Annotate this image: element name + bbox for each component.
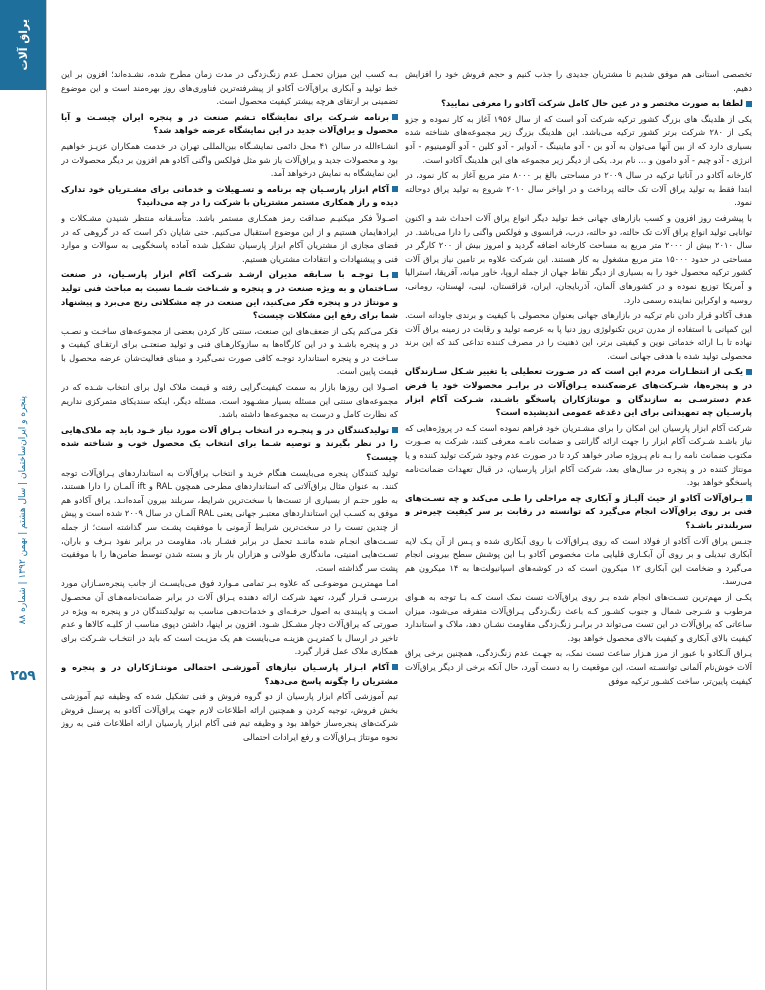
question-bullet-icon: [392, 427, 398, 433]
issue-info: [0, 395, 46, 625]
answer-paragraph: یـراق آلـکادو با عبور از مرز هـزار ساعت تست نمک، به جهـت عدم زنگ‌زدگی، همچنین برخی یراق آلات خوش‌نام آلمانی توانسـته است، این موقعیت را به دست آورد، حال آنکه برخی از دیگر یراق‌آلات کیفیت پایین‌تر، ساخت کشـور ترکیه موفق: [405, 648, 752, 686]
question-text: برنامه شـرکت برای نمایشگاه تـشم صنعت در و پنجره ایران چیسـت و آیا محصول و یراق‌آلات جدید در این نمایشگاه عرضه خواهد شد؟: [61, 111, 398, 136]
section-tab-label: یراق آلات: [16, 19, 30, 71]
answer-paragraph: اصـولا این روزها بازار به سمت کیفیت‌گرایی رفته و قیمت ملاک اول برای انتخاب شـده که در مجموعه‌های سنتی این مسئله بسیار مشـهود است. مسئله دیگر، اینکه سندیکای متمرکزی نداریم که نظارت کامل و درست به مجموعه‌ها داشته باشد.: [61, 382, 398, 420]
answer-paragraph: اصـولاً فکر میکنیـم صداقت رمز همکـاری مستمر باشد. متأسـفانه منتظر شنیدن مشـکلات و ایرادهایمان هستیم و از این موضوع استقبال می‌کنیم. حتی شایان ذکر است که در گروهی که در فضای مجازی از مشتریان آکام ابزار پارسیان تشکیل شده آماده پاسخگویی به سوالات و موارد فنی و پیشنهادات و انتقادات مشتریان هستیم.: [61, 212, 398, 264]
interview-question: [405, 97, 752, 111]
question-text: یکـی از انتظـارات مردم این است که در صـورت تعطیلی یا تغییر شـکل سـازندگان در و پنجره‌ها، شـرکت‌های عرضه‌کننده یـراق‌آلات در برابـر محصولات خود یا فرض عدم دسترسـی به سازندگان و مونتاژکاران پاسخگو باشـند، شـرکت آکام ابزار پارسـیان چه تمهیداتی برای این دغدغه عمومی اندیشیده است؟: [405, 366, 752, 418]
answer-paragraph: فکر می‌کنم یکی از ضعف‌های این صنعت، سنتی کار کردن بعضی از مجموعه‌های ساخـت و نصـب در و پنجره باشـد و در این کارگاه‌ها به سازوکارهـای فنی و تولید صنعتـی برای ارتقـای کیفیت و سـاخت در و پنجره استاندارد توجـه کافی صورت نمی‌گیرد و مبنای فعالیت‌شان عرضه محصول با قیمت پایین است.: [61, 325, 398, 377]
answer-paragraph: امـا مهمتریـن موضوعـی که علاوه بـر تمامی مـوارد فوق می‌بایسـت از جانب پنجره‌سـازان مورد بررسـی قـرار گیرد، تعهد شرکت ارائه دهنده یـراق آلات در برابر ضمانت‌نامه‌هـای آن محصـول اسـت و پایبندی به اصول حرفـه‌ای و خدمات‌دهی مناسب به تولیدکنندگان در و پنجره به ویژه در صورتی که یراق‌آلات دچار مشـکل شـود. افزون بر اینها، داشتن دپوی مناسب از کلیـه کالاها و عدم تاخیر در ارسال با کمتریـن هزینـه می‌بایست هم یک مزیـت است که باید در انتخـاب شـرکت برای همکاری ملاک عمل قرار گیرد.: [61, 578, 398, 657]
question-bullet-icon: [746, 369, 752, 375]
answer-paragraph: بـه کسب این میزان تحمـل عدم زنگ‌زدگی در مدت زمان مطرح شده، نشـده‌اند؛ افزون بر این خط تولید و آبکاری یراق‌آلات آکادو از پیشرفته‌ترین فناوری‌های روز بهره‌مند است و این موضوع تضمینی بر ارتقای هرچه بیشتر کیفیت محصول است.: [61, 69, 398, 107]
section-tab: [0, 0, 46, 90]
question-bullet-icon: [392, 664, 398, 670]
question-bullet-icon: [746, 495, 752, 501]
question-text: آکام ابـزار پارسـیان نیازهای آموزشـی احتمالی مونتـاژکاران در و پنجره و مشتریان را چگونه پاسخ می‌دهد؟: [61, 661, 398, 686]
answer-paragraph: انشـاءالله در سالن ۴۱ محل دائمی نمایشـگاه بین‌المللی تهران در خدمت همکاران عزیـز خواهیم بود و محصولات جدید و یراق‌آلات باز شو مثل فولکس واگنی آکادو هم افزون بر دیگر محصولات در این نمایشگاه به نمایش درخواهد آمد.: [61, 140, 398, 179]
issue-info-label: پنجره و ایران‌ساختمان | سال هشتم | بهمن ۱۳۹۲ | شماره ۸۸: [18, 395, 28, 625]
question-bullet-icon: [392, 186, 398, 192]
question-text: آکام ابزار پارسـیان چه برنامه و تسـهیلات و خدماتی برای مشـتریان خود تدارک دیده و راز همکاری مستمر مشتریان با شرکت را در چه می‌دانید؟: [61, 183, 398, 208]
interview-question: [405, 492, 752, 533]
article-column-left: [61, 68, 398, 983]
answer-paragraph: تیم آموزشی آکام ابزار پارسیان از دو گروه فروش و فنی تشکیل شده که وظیفه تیم آموزشی بخش فروش، توجیه کردن و همچنین ارائه اطلاعات لازم جهت یراق‌آلات آکادو به پرسنل فروش شرکت‌های پنجره‌ساز خواهد بود و وظیفه تیم فنی آکام ابزار پارسیان ارائه اطلاعات فنی به روز نحوه مونتاژ یـراق‌آلات و رفع ایرادات احتمالی: [61, 691, 398, 742]
interview-question: [405, 365, 752, 419]
interview-question: [61, 111, 398, 138]
answer-paragraph: شرکت آکام ابزار پارسیان این امکان را برای مشـتریان خود فراهم نموده است کـه در پروژه‌هایی که نیاز باشـد شـرکت آکام ابزار را جهت ارائه گارانتی و ضمانت نامـه معرفی کنند، شرکت به صـورت مکتوب ضمانت نامه را بـه نام پـروژه صادر خواهد کرد تا در صورت عدم وجود شرکت تولید کننده و یا مونتاژ کننده در و پنجره در سال‌های بعد، شرکت آکام ابزار پارسیان، در قبال تعهدات ضمانت‌نامه پاسخگو خواهد بود.: [405, 422, 752, 488]
answer-paragraph: با پیشرفت روز افزون و کسب بازارهای جهانی خط تولید دیگر انواع یراق آلات احداث شد و اکنون توانایی تولید انواع یراق آلات تک حالته، دو حالته، درب، فرانسوی و فولکس واگنی را دارا می‌باشد. در سال ۲۰۱۰ بیش از ۲۰۰۰ متر مربع به مساحت کارخانه اضافه گردید و امروز بیش از ۲۰۰ کارگر در مساحتی در حدود ۱۵۰۰۰ متر مربع مشغول به کار هستند. این شرکت علاوه بر تامین نیاز یراق آلات کشور ترکیه محصول خود را به بسیاری از دیگر نقاط جهان از جمله اروپا، خاور میانه، آفریقا، استرالیا و آمریکا توزیع نموده و در کشورهای آلمان، آذربایجان، ایران، قزاقستان، لیبی، لهستان، رومانی، روسیه و اوکراین نماینده رسمی دارد.: [405, 212, 752, 305]
interview-question: [61, 183, 398, 210]
answer-paragraph: جنـس یراق آلات آکادو از فولاد است که روی یـراق‌آلات با روی آبکاری شده و پـس از آن یـک لایه آبکاری تبدیلی و بر روی آن آبکـاری قلیایی مات مخصوص آکادو بـا این پوشش سطح بیرونی انجام می‌گیرد و ضخامت این آبکاری ۱۲ میکرون است که در کوشه‌های اسپانیولت‌ها به ۱۴ میکرون هم می‌رسد.: [405, 535, 752, 587]
question-bullet-icon: [746, 101, 752, 107]
page-number: ۲۵۹: [10, 668, 36, 684]
question-text: بـا توجـه با سـابقه مدیران ارشـد شـرکت آکام ابزار پارسـیان، در صنعت سـاختمان و به ویژه صنعت در و پنجره و شـناخت شـما نسبت به مباحث فنی تولید و مونتاژ در و پنجره فکر می‌کنید، این صنعت در چه مشکلاتی رنج می‌برد و پیشنهاد شما برای رفع این مشکلات چیست؟: [61, 269, 398, 321]
answer-paragraph: کارخانه آکادو در آناتیا ترکیه در سال ۲۰۰۹ در مساحتی بالغ بر ۸۰۰۰ متر مربع آغاز به کار نمود، در ابتدا فقط به تولید یراق آلات تک حالته پرداخت و در اواخر سال ۲۰۱۰ شروع به تولید یراق دوحالته نمود.: [405, 170, 752, 208]
answer-paragraph: تولید کنندگان پنجره می‌بایست هنگام خرید و انتخاب یراق‌آلات به استانداردهای یـراق‌آلات توجه کنند. به عنوان مثال یراق‌آلاتی که استانداردهای مطرحی همچون RAL و ift آلمـان را دارا هستند، به طور حتـم از بسیاری از تست‌ها با سخت‌ترین شرایط، سربلند بیرون آمده‌انـد. یراق آکادو هم موفق به کسـب این استانداردهای معتبـر جهانی یعنی RAL آلمـان در سال ۲۰۰۹ شده است و پیش از چندین تست را در سخت‌ترین شرایط آزمونی با موفقیت پشـت سر گذاشته است؛ از جمله تسـت‌های انجـام شده ماننـد تحمل در برابر فشـار باد، مقاومت در برابر نفوذ بـرف و باران، تسـت‌هایی امنیتی، ماندگاری طولانی و هزاران بار باز و بسته شدن توسط ضامن‌ها را با موفقیت پشت سر گذاشته است.: [61, 467, 398, 573]
interview-question: [61, 661, 398, 688]
answer-paragraph: یکـی از مهم‌ترین تسـت‌های انجام شده بـر روی یراق‌آلات تست نمک است کـه بـا توجه به هـوای مرطوب و شـرجی شمال و جنوب کشـور کـه باعث زنگ‌زدگی یـراق‌آلات متفرقه می‌شود، میزان ساعاتی که یراق‌آلات در این تست می‌تواند در برابـر زنگ‌زدگی مقاومت نشـان دهد، ملاک و استاندارد کیفیت بالای آبکاری و کیفیت بالای محصول خواهد بود.: [405, 591, 752, 643]
answer-paragraph: یکی از هلدینگ های بزرگ کشور ترکیه شرکت آدو است که از سال ۱۹۵۶ آغاز به کار نموده و جزو یکی از ۲۸۰ شرکت برتر کشور ترکیه می‌باشد. این هلدینگ بزرگ زیر مجموعه‌های شناخته شده بسیاری دارد که از بین آنها می‌توان به آدو بن - آدو ماینینگ - آدوایر - آدو کلین - آدو آلومینیوم - آدو انرژی - آدو چیم - آدو دامون و ... نام برد. یکی از دیگر زیر مجموعه های این هلدینگ آکادو است.: [405, 113, 752, 165]
answer-paragraph: هدف آکادو قرار دادن نام ترکیه در بازارهای جهانی بعنوان محصولی با کیفیت و برندی جاودانه است. این کمپانی با استفاده از مدرن ترین تکنولوژی روز دنیا پا به عرصه تولید و رقابت در زمینه یراق آلات نهاده تا بـا ارائه خدماتی نوین و کیفیتی برتر، این ذهنیت را در مصرف کننده تداعی کند که این برند محصولی تولید شده با هدفی جهانی است.: [405, 310, 752, 361]
question-text: لطفا به صورت مختصر و در عین حال کامل شرکت آکادو را معرفی نمایید؟: [441, 98, 743, 109]
question-text: تولیدکنندگان در و پنجـره در انتخاب یـراق آلات مورد نیاز خـود باید چه ملاک‌هایی را در نظر بگیرند و توصیه شـما برای انتخاب یک محصول خوب و شناخته شده چیست؟: [61, 424, 398, 463]
question-bullet-icon: [392, 272, 398, 278]
question-text: یـراق‌آلات آکادو از حیث آلیـاژ و آبکاری چه مراحلی را طـی می‌کند و چه تسـت‌های فنی بر روی یراق‌آلات انجام می‌گیرد که توانسته در رقابت بر سر کیفیت چیره‌تر و سربلندتر باشـد؟: [405, 492, 752, 530]
answer-paragraph: تخصصی استانی هم موفق شدیم تا مشتریان جدیدی را جذب کنیم و حجم فروش خود را افزایش دهیم.: [405, 69, 752, 93]
interview-question: [61, 424, 398, 465]
question-bullet-icon: [392, 114, 398, 120]
page-sidebar: [0, 0, 47, 990]
article-column-right: [405, 68, 752, 983]
interview-question: [61, 268, 398, 322]
